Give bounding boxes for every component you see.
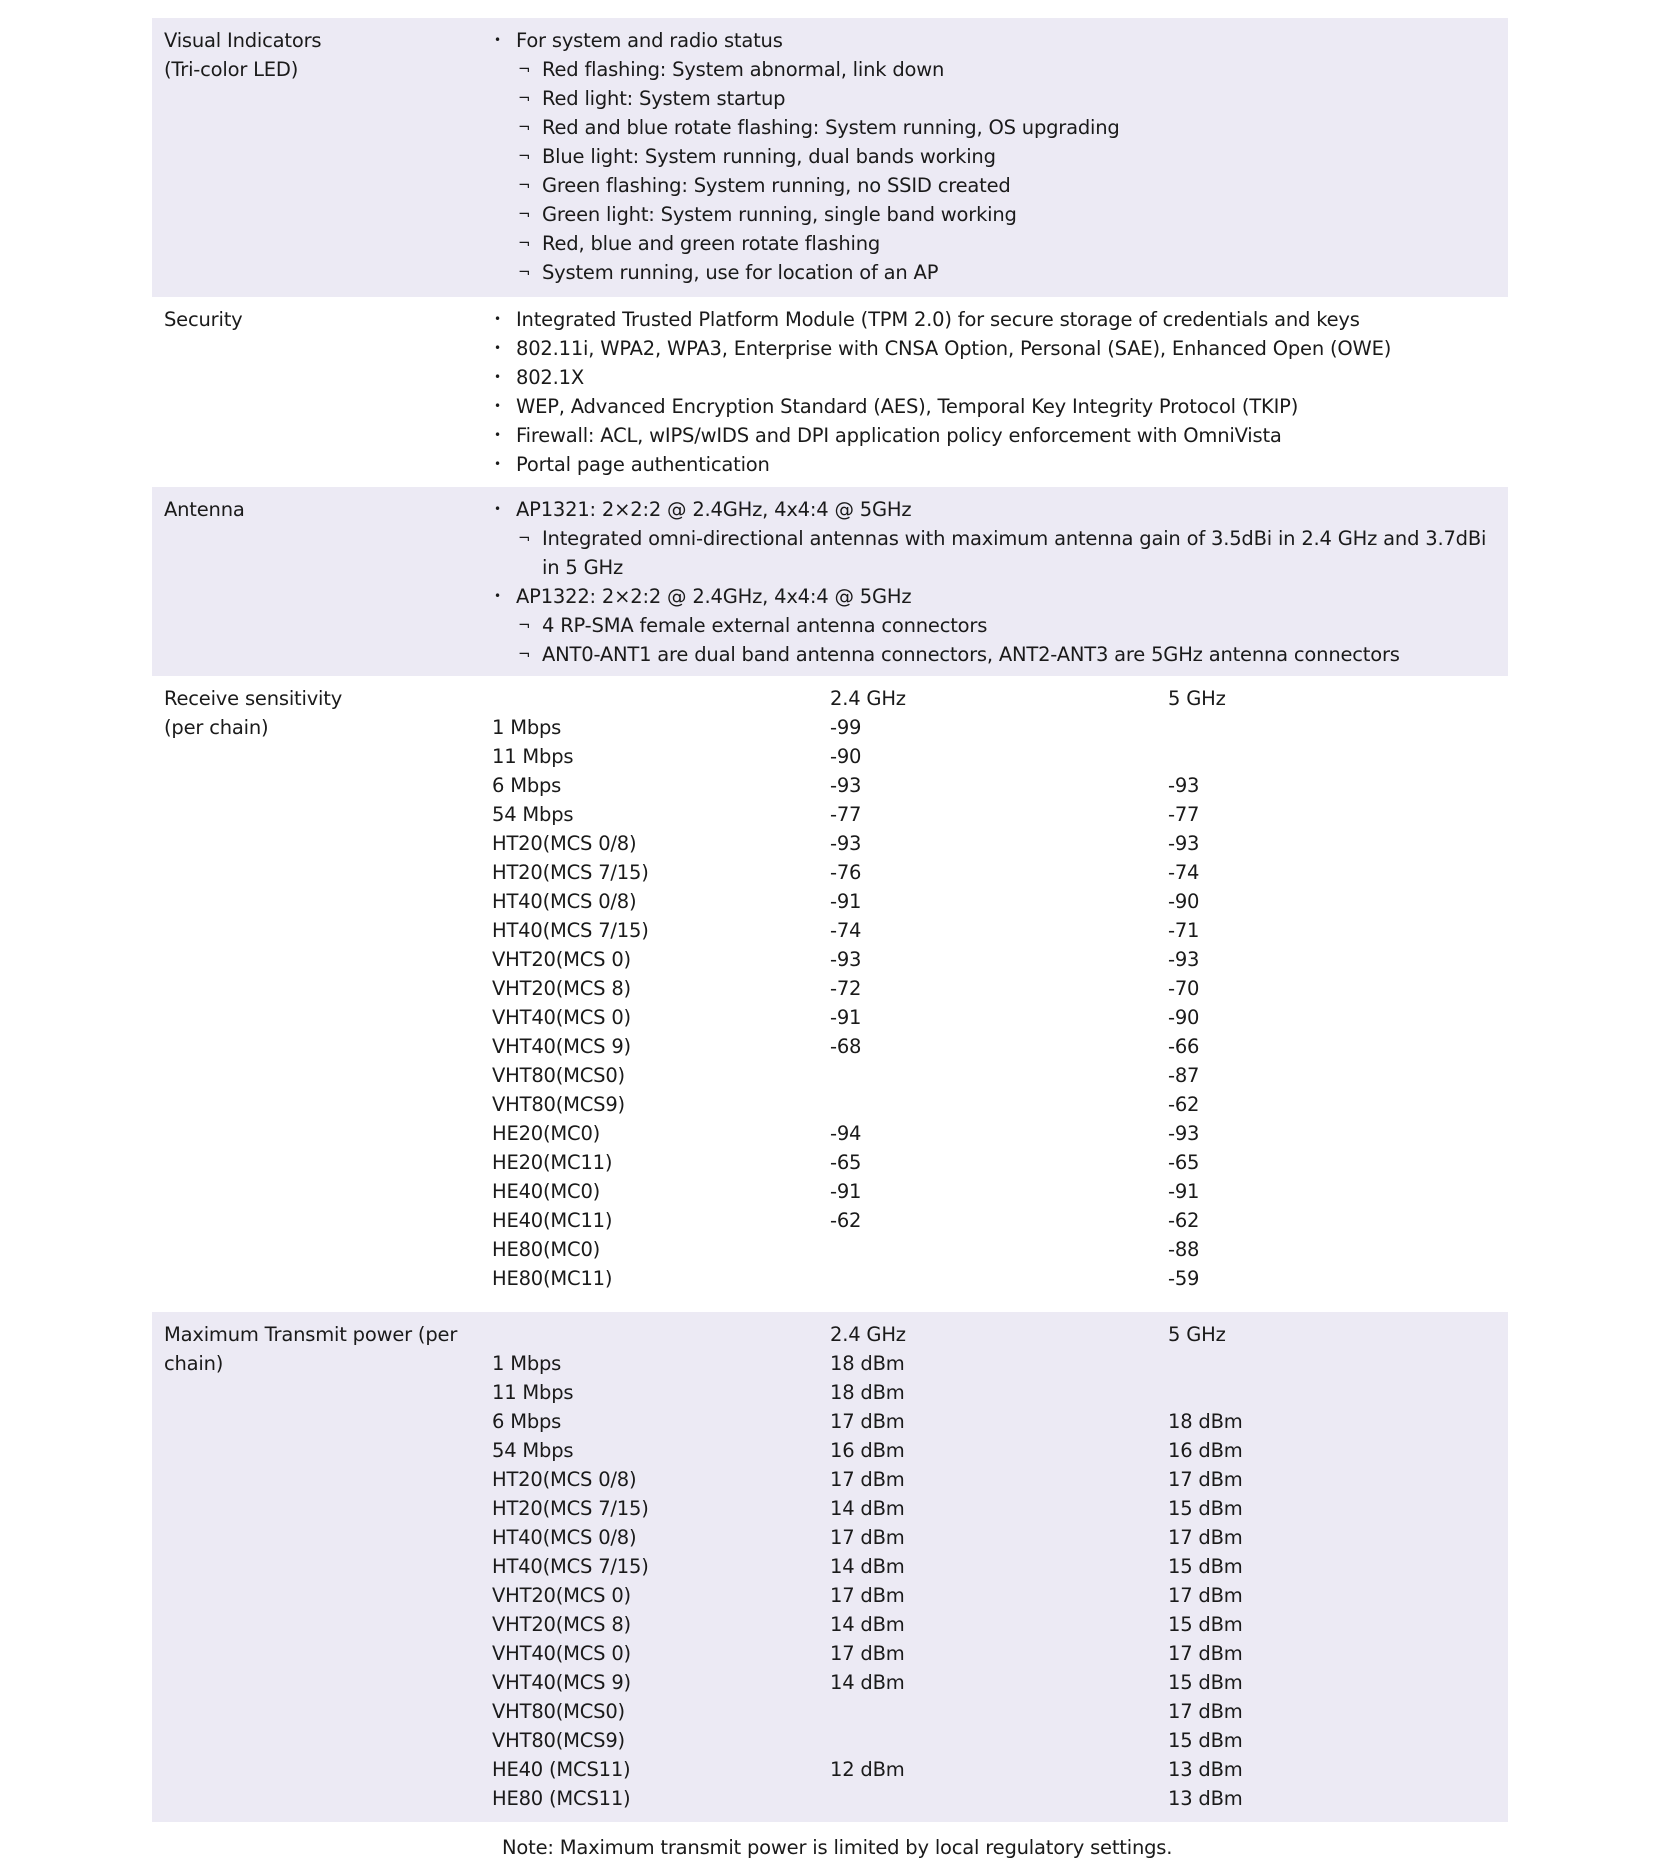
rate-cell: VHT40(MCS 9) <box>492 1035 631 1058</box>
row-antenna <box>152 487 1508 676</box>
value-2-4ghz-cell: -77 <box>830 803 862 826</box>
row-label: Antenna <box>164 498 245 521</box>
value-5ghz-cell: -93 <box>1168 774 1200 797</box>
rate-cell: HT40(MCS 0/8) <box>492 1526 637 1549</box>
value-2-4ghz-cell: 17 dBm <box>830 1410 905 1433</box>
value-5ghz-cell: -90 <box>1168 1006 1200 1029</box>
sub-item <box>492 524 1508 582</box>
value-2-4ghz-cell: -65 <box>830 1151 862 1174</box>
column-header <box>492 1320 830 1349</box>
bullet-text: Portal page authentication <box>516 453 770 476</box>
sub-bullet-icon: ¬ <box>518 176 531 194</box>
value-5ghz-cell: -91 <box>1168 1180 1200 1203</box>
table-row <box>492 1668 1508 1697</box>
rate-cell: 54 Mbps <box>492 803 574 826</box>
value-5ghz-cell: -62 <box>1168 1093 1200 1116</box>
value-5ghz-cell: 15 dBm <box>1168 1671 1243 1694</box>
table-row <box>492 1610 1508 1639</box>
rate-cell: VHT40(MCS 0) <box>492 1642 631 1665</box>
sub-item <box>492 640 1508 669</box>
rate-cell: HE80 (MCS11) <box>492 1787 631 1810</box>
bullet-text: Integrated Trusted Platform Module (TPM 2.0) for secure storage of credentials and keys <box>516 308 1360 331</box>
value-2-4ghz-cell: 17 dBm <box>830 1584 905 1607</box>
sub-item <box>492 171 1508 200</box>
value-2-4ghz-cell <box>830 1235 1168 1264</box>
column-header: 2.4 GHz <box>830 1323 906 1346</box>
rate-cell: 6 Mbps <box>492 774 562 797</box>
value-5ghz-cell: -59 <box>1168 1267 1200 1290</box>
value-2-4ghz-cell: -93 <box>830 774 862 797</box>
rate-cell: HT40(MCS 7/15) <box>492 1555 649 1578</box>
rate-cell: VHT20(MCS 0) <box>492 948 631 971</box>
rate-cell: 1 Mbps <box>492 716 562 739</box>
value-2-4ghz-cell: 14 dBm <box>830 1555 905 1578</box>
rate-cell: 54 Mbps <box>492 1439 574 1462</box>
value-5ghz-cell <box>1168 1349 1508 1378</box>
sub-item-text: Blue light: System running, dual bands working <box>542 145 996 168</box>
bullet-item <box>492 363 1508 392</box>
value-5ghz-cell <box>1168 742 1508 771</box>
table-row <box>492 1003 1508 1032</box>
table-row <box>492 1552 1508 1581</box>
value-2-4ghz-cell: 16 dBm <box>830 1439 905 1462</box>
label-line: Receive sensitivity <box>164 687 343 710</box>
sub-item <box>492 200 1508 229</box>
sub-bullet-icon: ¬ <box>518 645 531 663</box>
table-row <box>492 1581 1508 1610</box>
value-5ghz-cell: 13 dBm <box>1168 1758 1243 1781</box>
rate-cell: VHT80(MCS9) <box>492 1729 625 1752</box>
table-row <box>492 916 1508 945</box>
value-5ghz-cell: 17 dBm <box>1168 1468 1243 1491</box>
value-5ghz-cell: 15 dBm <box>1168 1729 1243 1752</box>
bullet-item <box>492 421 1508 450</box>
row-visual-indicators <box>152 18 1508 297</box>
table-row <box>492 1264 1508 1293</box>
value-2-4ghz-cell: -94 <box>830 1122 862 1145</box>
rate-cell: HE20(MC0) <box>492 1122 601 1145</box>
rate-cell: HT20(MCS 7/15) <box>492 861 649 884</box>
bullet-text: WEP, Advanced Encryption Standard (AES), Temporal Key Integrity Protocol (TKIP) <box>516 395 1299 418</box>
sub-bullet-icon: ¬ <box>518 616 531 634</box>
table-row <box>492 1378 1508 1407</box>
rate-cell: 1 Mbps <box>492 1352 562 1375</box>
value-5ghz-cell: -65 <box>1168 1151 1200 1174</box>
sub-item-text: Integrated omni-directional antennas with maximum antenna gain of 3.5dBi in 2.4 GHz and 3.7dBi in 5 GHz <box>542 527 1487 579</box>
table-row <box>492 1235 1508 1264</box>
column-header <box>492 684 830 713</box>
value-2-4ghz-cell: 17 dBm <box>830 1642 905 1665</box>
bullet-icon: • <box>494 457 501 471</box>
sub-item <box>492 229 1508 258</box>
bullet-text: AP1322: 2×2:2 @ 2.4GHz, 4x4:4 @ 5GHz <box>516 585 912 608</box>
value-2-4ghz-cell: -68 <box>830 1035 862 1058</box>
row-label <box>152 684 492 1312</box>
receive-sensitivity-grid <box>492 684 1508 1312</box>
bullet-item <box>492 392 1508 421</box>
table-row <box>492 1349 1508 1378</box>
bullet-text: 802.11i, WPA2, WPA3, Enterprise with CNSA Option, Personal (SAE), Enhanced Open (OWE) <box>516 337 1392 360</box>
sub-bullet-icon: ¬ <box>518 89 531 107</box>
bullet-text: AP1321: 2×2:2 @ 2.4GHz, 4x4:4 @ 5GHz <box>516 498 912 521</box>
table-header-row <box>492 684 1508 713</box>
value-2-4ghz-cell: 14 dBm <box>830 1671 905 1694</box>
value-2-4ghz-cell: 12 dBm <box>830 1758 905 1781</box>
bullet-icon: • <box>494 33 501 47</box>
table-row <box>492 1784 1508 1813</box>
sub-item <box>492 258 1508 287</box>
rate-cell: HE80(MC11) <box>492 1267 613 1290</box>
value-2-4ghz-cell <box>830 1726 1168 1755</box>
rate-cell: HE80(MC0) <box>492 1238 601 1261</box>
row-content <box>492 305 1508 487</box>
table-row <box>492 829 1508 858</box>
value-5ghz-cell: 17 dBm <box>1168 1642 1243 1665</box>
table-row <box>492 1755 1508 1784</box>
value-2-4ghz-cell: 17 dBm <box>830 1526 905 1549</box>
table-row <box>492 1436 1508 1465</box>
table-row <box>492 1523 1508 1552</box>
sub-item-text: System running, use for location of an AP <box>542 261 939 284</box>
table-row <box>492 1407 1508 1436</box>
row-security <box>152 297 1508 487</box>
rate-cell: HT20(MCS 7/15) <box>492 1497 649 1520</box>
sub-bullet-icon: ¬ <box>518 147 531 165</box>
value-2-4ghz-cell: 18 dBm <box>830 1381 905 1404</box>
rate-cell: HE40(MC11) <box>492 1209 613 1232</box>
table-row <box>492 771 1508 800</box>
value-2-4ghz-cell: -90 <box>830 745 862 768</box>
value-2-4ghz-cell: -99 <box>830 716 862 739</box>
table-row <box>492 1119 1508 1148</box>
bullet-icon: • <box>494 312 501 326</box>
value-5ghz-cell: -70 <box>1168 977 1200 1000</box>
sub-item-text: 4 RP-SMA female external antenna connectors <box>542 614 988 637</box>
table-row <box>492 945 1508 974</box>
sub-item-text: Red flashing: System abnormal, link down <box>542 58 945 81</box>
value-5ghz-cell: 15 dBm <box>1168 1497 1243 1520</box>
rate-cell: VHT20(MCS 0) <box>492 1584 631 1607</box>
footnote: Note: Maximum transmit power is limited by local regulatory settings. <box>502 1836 1173 1859</box>
value-2-4ghz-cell: -91 <box>830 1006 862 1029</box>
value-5ghz-cell: 17 dBm <box>1168 1584 1243 1607</box>
value-5ghz-cell: 18 dBm <box>1168 1410 1243 1433</box>
table-row <box>492 1061 1508 1090</box>
sub-bullet-icon: ¬ <box>518 60 531 78</box>
sub-item <box>492 84 1508 113</box>
label-line: (Tri-color LED) <box>164 58 299 81</box>
table-row <box>492 800 1508 829</box>
label-line: (per chain) <box>164 716 269 739</box>
sub-item <box>492 113 1508 142</box>
bullet-icon: • <box>494 428 501 442</box>
value-5ghz-cell: -93 <box>1168 1122 1200 1145</box>
bullet-icon: • <box>494 341 501 355</box>
rate-cell: VHT20(MCS 8) <box>492 1613 631 1636</box>
bullet-item <box>492 305 1508 334</box>
row-content <box>492 495 1508 676</box>
table-row <box>492 1148 1508 1177</box>
value-5ghz-cell: -77 <box>1168 803 1200 826</box>
table-row <box>492 974 1508 1003</box>
table-row <box>492 1639 1508 1668</box>
value-5ghz-cell <box>1168 1378 1508 1407</box>
value-2-4ghz-cell: -62 <box>830 1209 862 1232</box>
value-2-4ghz-cell: -76 <box>830 861 862 884</box>
sub-item-text: Red and blue rotate flashing: System running, OS upgrading <box>542 116 1120 139</box>
table-row <box>492 1090 1508 1119</box>
value-2-4ghz-cell: -74 <box>830 919 862 942</box>
table-row <box>492 713 1508 742</box>
rate-cell: VHT80(MCS9) <box>492 1093 625 1116</box>
rate-cell: HT20(MCS 0/8) <box>492 1468 637 1491</box>
sub-item <box>492 142 1508 171</box>
table-row <box>492 1697 1508 1726</box>
value-2-4ghz-cell: -91 <box>830 1180 862 1203</box>
rate-cell: HE40 (MCS11) <box>492 1758 631 1781</box>
rate-cell: VHT80(MCS0) <box>492 1064 625 1087</box>
value-5ghz-cell: -74 <box>1168 861 1200 884</box>
table-row <box>492 1494 1508 1523</box>
bullet-text: Firewall: ACL, wIPS/wIDS and DPI application policy enforcement with OmniVista <box>516 424 1282 447</box>
bullet-icon: • <box>494 502 501 516</box>
rate-cell: HT20(MCS 0/8) <box>492 832 637 855</box>
label-line: Maximum Transmit power (per <box>164 1323 458 1346</box>
sub-item <box>492 611 1508 640</box>
row-label <box>152 1320 492 1822</box>
value-2-4ghz-cell <box>830 1784 1168 1813</box>
value-5ghz-cell: 15 dBm <box>1168 1555 1243 1578</box>
value-5ghz-cell: -90 <box>1168 890 1200 913</box>
table-row <box>492 1032 1508 1061</box>
column-header: 5 GHz <box>1168 687 1226 710</box>
bullet-item <box>492 334 1508 363</box>
table-row <box>492 742 1508 771</box>
sub-item <box>492 55 1508 84</box>
label-line: chain) <box>164 1352 224 1375</box>
value-2-4ghz-cell: 17 dBm <box>830 1468 905 1491</box>
rate-cell: 6 Mbps <box>492 1410 562 1433</box>
value-5ghz-cell: 17 dBm <box>1168 1526 1243 1549</box>
rate-cell: VHT40(MCS 9) <box>492 1671 631 1694</box>
value-5ghz-cell: -93 <box>1168 832 1200 855</box>
sub-item-text: Green flashing: System running, no SSID created <box>542 174 1011 197</box>
sub-bullet-icon: ¬ <box>518 263 531 281</box>
bullet-item <box>492 582 1508 611</box>
sub-bullet-icon: ¬ <box>518 118 531 136</box>
value-2-4ghz-cell: -91 <box>830 890 862 913</box>
value-5ghz-cell: -66 <box>1168 1035 1200 1058</box>
rate-cell: HT40(MCS 7/15) <box>492 919 649 942</box>
value-2-4ghz-cell: 14 dBm <box>830 1497 905 1520</box>
rate-cell: VHT40(MCS 0) <box>492 1006 631 1029</box>
column-header: 5 GHz <box>1168 1323 1226 1346</box>
value-5ghz-cell: 15 dBm <box>1168 1613 1243 1636</box>
row-receive-sensitivity <box>152 676 1508 1312</box>
value-5ghz-cell: 13 dBm <box>1168 1787 1243 1810</box>
value-2-4ghz-cell: -93 <box>830 832 862 855</box>
table-row <box>492 1206 1508 1235</box>
bullet-item <box>492 495 1508 524</box>
table-row <box>492 1177 1508 1206</box>
sub-item-text: Green light: System running, single band working <box>542 203 1017 226</box>
value-5ghz-cell: -88 <box>1168 1238 1200 1261</box>
row-max-transmit-power <box>152 1312 1508 1822</box>
rate-cell: VHT80(MCS0) <box>492 1700 625 1723</box>
row-label <box>152 26 492 297</box>
value-5ghz-cell: -87 <box>1168 1064 1200 1087</box>
sub-item-text: ANT0-ANT1 are dual band antenna connectors, ANT2-ANT3 are 5GHz antenna connectors <box>542 643 1400 666</box>
sub-item-text: Red, blue and green rotate flashing <box>542 232 881 255</box>
value-2-4ghz-cell <box>830 1697 1168 1726</box>
value-2-4ghz-cell: 18 dBm <box>830 1352 905 1375</box>
transmit-power-grid <box>492 1320 1508 1822</box>
table-row <box>492 1465 1508 1494</box>
value-5ghz-cell: 17 dBm <box>1168 1700 1243 1723</box>
value-2-4ghz-cell <box>830 1090 1168 1119</box>
rate-cell: VHT20(MCS 8) <box>492 977 631 1000</box>
value-5ghz-cell: -93 <box>1168 948 1200 971</box>
sub-bullet-icon: ¬ <box>518 234 531 252</box>
sub-bullet-icon: ¬ <box>518 205 531 223</box>
bullet-icon: • <box>494 370 501 384</box>
row-label: Security <box>164 308 243 331</box>
bullet-icon: • <box>494 399 501 413</box>
rate-cell: HT40(MCS 0/8) <box>492 890 637 913</box>
rate-cell: HE40(MC0) <box>492 1180 601 1203</box>
value-2-4ghz-cell: -72 <box>830 977 862 1000</box>
bullet-text: 802.1X <box>516 366 584 389</box>
sub-bullet-icon: ¬ <box>518 529 531 547</box>
value-5ghz-cell: 16 dBm <box>1168 1439 1243 1462</box>
value-2-4ghz-cell: 14 dBm <box>830 1613 905 1636</box>
table-header-row <box>492 1320 1508 1349</box>
table-row <box>492 858 1508 887</box>
spec-table <box>152 18 1508 1822</box>
value-5ghz-cell <box>1168 713 1508 742</box>
sub-item-text: Red light: System startup <box>542 87 786 110</box>
label-line: Visual Indicators <box>164 29 322 52</box>
value-2-4ghz-cell: -93 <box>830 948 862 971</box>
value-5ghz-cell: -71 <box>1168 919 1200 942</box>
rate-cell: 11 Mbps <box>492 1381 574 1404</box>
rate-cell: HE20(MC11) <box>492 1151 613 1174</box>
rate-cell: 11 Mbps <box>492 745 574 768</box>
bullet-item <box>492 450 1508 479</box>
table-row <box>492 1726 1508 1755</box>
column-header: 2.4 GHz <box>830 687 906 710</box>
value-2-4ghz-cell <box>830 1061 1168 1090</box>
table-row <box>492 887 1508 916</box>
value-5ghz-cell: -62 <box>1168 1209 1200 1232</box>
bullet-icon: • <box>494 589 501 603</box>
row-content <box>492 26 1508 297</box>
value-2-4ghz-cell <box>830 1264 1168 1293</box>
bullet-item: • For system and radio status <box>492 26 1508 55</box>
